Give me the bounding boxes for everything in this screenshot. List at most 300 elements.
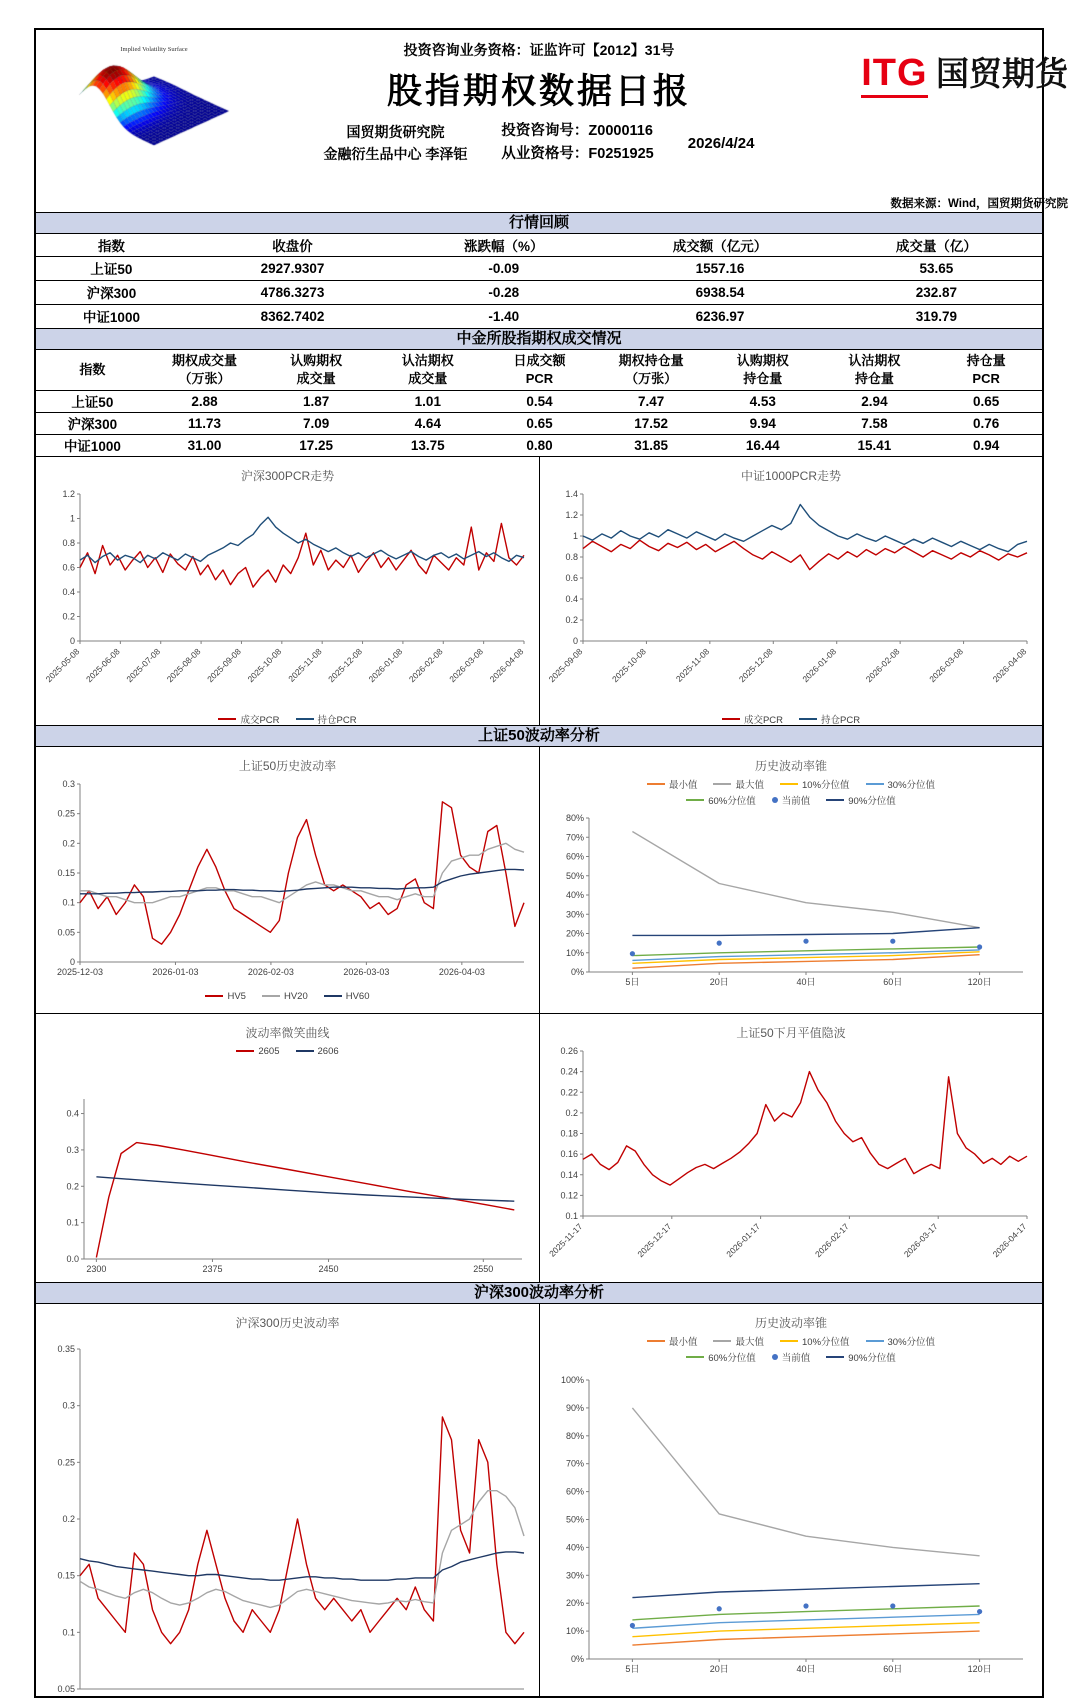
csi300-volatility-row: [36, 1304, 1042, 1696]
svg-text:60日: 60日: [883, 977, 903, 987]
svg-text:1: 1: [69, 513, 75, 524]
section-bar-csi300-volatility: 沪深300波动率分析: [36, 1282, 1042, 1304]
legend-label: 成交PCR: [240, 715, 280, 726]
svg-text:2026-03-08: 2026-03-08: [446, 646, 485, 685]
svg-text:40%: 40%: [565, 890, 584, 900]
svg-text:0.2: 0.2: [61, 611, 75, 622]
svg-text:2300: 2300: [85, 1264, 106, 1274]
svg-text:0.16: 0.16: [560, 1149, 578, 1160]
svg-text:0.6: 0.6: [565, 573, 578, 583]
svg-text:60%: 60%: [565, 851, 584, 862]
svg-text:0.15: 0.15: [56, 868, 75, 878]
svg-text:70%: 70%: [565, 1458, 584, 1469]
column-header: 期权成交量 （万张）: [149, 350, 261, 390]
svg-text:2550: 2550: [472, 1264, 493, 1274]
svg-text:2025-06-08: 2025-06-08: [83, 646, 122, 685]
legend-item: [296, 1046, 339, 1057]
chart-box-csi300-vol-cone: [539, 1304, 1042, 1696]
legend-row: [540, 1349, 1042, 1365]
legend-item: [772, 1350, 811, 1364]
svg-text:2026-03-17: 2026-03-17: [901, 1221, 940, 1260]
legend-item: [722, 712, 783, 726]
chart-legend: [36, 1043, 539, 1059]
chart-svg: [38, 1333, 538, 1705]
table-cell: 2927.9307: [187, 256, 398, 280]
svg-text:0.0: 0.0: [65, 1254, 79, 1264]
svg-text:2025-09-08: 2025-09-08: [546, 646, 585, 685]
legend-label: 90%分位值: [848, 1353, 896, 1364]
svg-text:0.3: 0.3: [61, 779, 75, 789]
legend-item: [866, 777, 936, 791]
svg-text:0.22: 0.22: [560, 1087, 578, 1098]
table-cell: 6938.54: [609, 280, 830, 304]
legend-line-marker: [647, 1340, 665, 1342]
advisor-number: 投资咨询号：Z0000116: [501, 123, 653, 139]
legend-line-marker: [713, 783, 731, 785]
csi300-vol-cone-chart: [540, 1365, 1042, 1685]
table-header-row: [36, 350, 1042, 390]
table-cell: 9.94: [707, 412, 819, 434]
chart-title: 上证50下月平值隐波: [736, 1026, 846, 1040]
header-subrow: [236, 120, 842, 166]
svg-text:2026-01-08: 2026-01-08: [366, 646, 404, 685]
svg-text:0.8: 0.8: [565, 552, 578, 562]
chart-legend: [540, 711, 1042, 727]
csi300-pcr-line-chart: [36, 486, 539, 711]
chart-legend: [36, 988, 539, 1004]
table-cell: 0.54: [484, 390, 596, 412]
svg-text:20%: 20%: [565, 928, 584, 939]
svg-text:0.3: 0.3: [65, 1144, 79, 1155]
svg-text:1.2: 1.2: [61, 489, 75, 499]
chart-svg: [38, 486, 538, 711]
column-header: 收盘价: [187, 234, 398, 256]
svg-text:0.2: 0.2: [565, 1107, 578, 1118]
legend-label: 当前值: [781, 796, 811, 807]
svg-text:2026-02-08: 2026-02-08: [406, 646, 445, 685]
svg-text:0.05: 0.05: [56, 1684, 75, 1694]
table-cell: 0.65: [930, 390, 1042, 412]
svg-text:0%: 0%: [570, 1654, 584, 1664]
table-cell: 7.09: [260, 412, 372, 434]
legend-item: [236, 1046, 279, 1057]
table-cell: 4.53: [707, 390, 819, 412]
smile-iv-row: [36, 1013, 1042, 1282]
legend-label: HV5: [227, 990, 246, 1002]
svg-text:0: 0: [69, 636, 75, 646]
table-cell: 2.94: [819, 390, 931, 412]
table-cell: 319.79: [915, 308, 957, 324]
section-bar-sse50-volatility: 上证50波动率分析: [36, 725, 1042, 747]
legend-line-marker: [205, 995, 223, 997]
legend-line-marker: [296, 718, 314, 720]
svg-text:2025-08-08: 2025-08-08: [164, 646, 203, 685]
svg-text:0.35: 0.35: [56, 1344, 75, 1354]
legend-item: [780, 1334, 850, 1348]
column-header: 指数: [36, 350, 149, 390]
company-logo: [861, 48, 1068, 95]
chart-box-sse50-vol-cone: [539, 747, 1042, 1013]
svg-text:0.05: 0.05: [56, 927, 75, 938]
section-bar-market-review: 行情回顾: [36, 212, 1042, 234]
sse50-hv-line-chart: [36, 776, 539, 988]
svg-text:1.2: 1.2: [565, 510, 578, 520]
table-row: [36, 280, 1042, 304]
legend-row: [540, 711, 1042, 727]
csi1000-pcr-line-chart: [540, 486, 1042, 711]
header-center: [236, 40, 842, 166]
svg-text:0.14: 0.14: [560, 1169, 578, 1180]
legend-item: [686, 793, 756, 807]
chart-title: 上证50历史波动率: [238, 759, 337, 773]
svg-text:0.2: 0.2: [61, 838, 75, 849]
legend-item: [296, 712, 357, 726]
options-volume-table: [36, 350, 1042, 456]
table-cell: 沪深300: [36, 412, 149, 434]
svg-text:0.15: 0.15: [56, 1570, 75, 1581]
chart-title: 波动率微笑曲线: [245, 1026, 330, 1040]
legend-label: 90%分位值: [848, 796, 896, 807]
table-cell: 7.58: [819, 412, 931, 434]
table-cell: 沪深300: [36, 280, 187, 304]
legend-line-marker: [296, 1050, 314, 1052]
legend-label: 当前值: [781, 1353, 811, 1364]
svg-text:2025-12-08: 2025-12-08: [325, 646, 364, 685]
section-bar-cffex-options: 中金所股指期权成交情况: [36, 328, 1042, 350]
legend-item: [780, 777, 850, 791]
svg-text:20%: 20%: [565, 1598, 584, 1609]
svg-text:1.4: 1.4: [565, 489, 578, 499]
legend-item: [713, 777, 764, 791]
svg-text:80%: 80%: [565, 1430, 584, 1441]
column-header: 期权持仓量 （万张）: [595, 350, 707, 390]
svg-text:40日: 40日: [796, 977, 816, 987]
table-cell: 31.00: [187, 437, 222, 453]
column-header: 认沽期权 成交量: [372, 350, 484, 390]
svg-text:120日: 120日: [967, 1664, 992, 1674]
chart-title: 沪深300PCR走势: [240, 469, 335, 483]
legend-line-marker: [686, 1356, 704, 1358]
chart-legend: [36, 711, 539, 727]
svg-text:10%: 10%: [565, 1626, 584, 1637]
svg-text:2026-02-17: 2026-02-17: [812, 1221, 851, 1260]
svg-text:0.2: 0.2: [565, 615, 578, 625]
svg-text:0.1: 0.1: [65, 1217, 79, 1228]
legend-label: 60%分位值: [708, 796, 756, 807]
legend-item: [686, 1350, 756, 1364]
legend-label: 10%分位值: [802, 1337, 850, 1348]
table-cell: 7.47: [595, 390, 707, 412]
svg-text:50%: 50%: [565, 1514, 584, 1525]
legend-label: HV60: [345, 990, 370, 1002]
sse50-vol-cone-chart: [540, 808, 1042, 992]
svg-text:0.6: 0.6: [61, 562, 75, 573]
svg-text:2025-11-08: 2025-11-08: [285, 646, 324, 684]
table-cell: 6236.97: [695, 308, 745, 324]
column-header: 认购期权 成交量: [260, 350, 372, 390]
table-cell: -1.40: [488, 308, 520, 324]
legend-line-marker: [218, 718, 236, 720]
table-cell: 中证1000: [63, 439, 121, 455]
column-header: 成交量（亿）: [831, 234, 1042, 256]
column-header: 认购期权 持仓量: [707, 350, 819, 390]
pcr-charts-row: [36, 456, 1042, 725]
column-header: 持仓量 PCR: [930, 350, 1042, 390]
svg-text:0.2: 0.2: [61, 1514, 75, 1524]
legend-row: [540, 1333, 1042, 1349]
legend-label: 最小值: [668, 780, 698, 791]
implied-volatility-surface-chart: [68, 53, 240, 175]
legend-line-marker: [866, 783, 884, 785]
legend-label: 30%分位值: [887, 780, 936, 791]
chart-svg: [38, 1059, 538, 1281]
chart-title: 中证1000PCR走势: [740, 469, 842, 483]
svg-text:0.1: 0.1: [61, 1627, 75, 1638]
svg-text:2026-02-08: 2026-02-08: [863, 646, 902, 685]
column-header: 指数: [36, 234, 187, 256]
svg-text:0.4: 0.4: [565, 594, 578, 604]
legend-line-marker: [780, 1340, 798, 1342]
svg-text:60日: 60日: [883, 1664, 903, 1674]
chart-svg: [541, 486, 1041, 711]
svg-text:2026-01-17: 2026-01-17: [724, 1221, 763, 1260]
svg-text:0.3: 0.3: [61, 1400, 75, 1411]
legend-item: [262, 991, 308, 1002]
chart-box-sse50-hv: [36, 747, 539, 1013]
svg-text:2026-01-08: 2026-01-08: [800, 646, 839, 685]
svg-text:1: 1: [572, 531, 578, 541]
table-row: [36, 434, 1042, 456]
svg-text:2026-03-03: 2026-03-03: [342, 967, 389, 977]
legend-label: 60%分位值: [708, 1353, 756, 1364]
table-cell: 0.94: [972, 437, 1000, 453]
table-cell: 1.01: [372, 390, 484, 412]
svg-text:120日: 120日: [967, 977, 992, 987]
svg-text:2026-01-03: 2026-01-03: [151, 967, 198, 977]
svg-text:2450: 2450: [318, 1264, 339, 1274]
legend-row: [36, 711, 539, 727]
legend-line-marker: [866, 1340, 884, 1342]
svg-text:90%: 90%: [565, 1402, 584, 1413]
svg-text:40日: 40日: [796, 1664, 816, 1674]
column-header: 涨跌幅（%）: [398, 234, 609, 256]
chart-svg: [541, 1043, 1041, 1278]
svg-text:2025-12-03: 2025-12-03: [56, 967, 103, 977]
table-cell: 53.65: [831, 256, 1042, 280]
table-cell: 0.65: [484, 412, 596, 434]
svg-text:0: 0: [572, 636, 578, 646]
sse50-volatility-row: [36, 747, 1042, 1013]
market-review-table: [36, 234, 1042, 328]
legend-label: 最大值: [735, 1337, 764, 1348]
table-header-row: [36, 234, 1042, 256]
legend-item: [799, 712, 860, 726]
legend-label: 成交PCR: [743, 715, 783, 726]
svg-text:40%: 40%: [565, 1542, 584, 1553]
org-block: [324, 121, 468, 166]
legend-line-marker: [826, 799, 844, 801]
data-source-note: 数据来源：Wind，国贸期货研究院: [890, 198, 1068, 210]
legend-label: 最小值: [668, 1337, 698, 1348]
org-line2: 金融衍生品中心 李泽钜: [323, 146, 468, 163]
legend-line-marker: [799, 718, 817, 720]
table-cell: 4786.3273: [187, 280, 398, 304]
column-header: 日成交额 PCR: [484, 350, 596, 390]
logo-company-name: 国贸期货: [936, 55, 1068, 92]
svg-text:5日: 5日: [625, 977, 640, 987]
svg-text:0.24: 0.24: [560, 1066, 578, 1077]
svg-text:2026-04-08: 2026-04-08: [990, 646, 1029, 685]
table-cell: 16.44: [745, 437, 780, 453]
legend-item: [772, 793, 811, 807]
table-cell: 17.52: [595, 412, 707, 434]
svg-text:0.8: 0.8: [61, 538, 75, 548]
svg-text:0: 0: [69, 957, 75, 967]
legend-line-marker: [647, 783, 665, 785]
svg-text:0.1: 0.1: [565, 1211, 578, 1221]
table-cell: -0.28: [398, 280, 609, 304]
legend-label: HV20: [283, 990, 308, 1002]
table-cell: 1557.16: [609, 256, 830, 280]
table-cell: 15.41: [857, 437, 892, 453]
chart-legend: [540, 1333, 1042, 1365]
legend-line-marker: [713, 1340, 731, 1342]
svg-text:2025-09-08: 2025-09-08: [204, 646, 243, 685]
legend-label: 10%分位值: [802, 780, 850, 791]
legend-label: 2606: [317, 1045, 339, 1057]
legend-line-marker: [262, 995, 280, 997]
chart-title: 历史波动率锥: [754, 1316, 827, 1330]
surface-title: Implied Volatility Surface: [120, 46, 188, 53]
report-header: [36, 40, 1068, 212]
legend-dot-marker: [772, 1354, 778, 1360]
svg-text:0.1: 0.1: [61, 897, 75, 908]
table-cell: 0.80: [526, 437, 553, 453]
svg-text:70%: 70%: [565, 832, 584, 843]
report-title: 股指期权数据日报: [386, 72, 691, 111]
svg-text:80%: 80%: [565, 813, 584, 823]
table-cell: 2.88: [149, 390, 261, 412]
svg-text:2026-03-08: 2026-03-08: [927, 646, 965, 685]
legend-label: 最大值: [735, 780, 764, 791]
svg-text:0.25: 0.25: [56, 808, 75, 819]
legend-row: [36, 988, 539, 1004]
legend-item: [647, 1334, 698, 1348]
legend-row: [540, 792, 1042, 808]
chart-legend: [540, 776, 1042, 808]
svg-text:2025-11-17: 2025-11-17: [547, 1221, 585, 1259]
svg-text:0.18: 0.18: [560, 1128, 578, 1139]
table-cell: 上证50: [36, 256, 187, 280]
legend-item: [866, 1334, 936, 1348]
table-row: [36, 256, 1042, 280]
legend-label: 持仓PCR: [821, 715, 861, 726]
chart-svg: [38, 776, 538, 988]
chart-box-sse50-atm-iv: [539, 1014, 1042, 1282]
svg-text:0.4: 0.4: [61, 587, 75, 597]
svg-text:0%: 0%: [570, 967, 584, 977]
chart-title: 沪深300历史波动率: [235, 1316, 340, 1330]
legend-line-marker: [236, 1050, 254, 1052]
svg-text:2025-07-08: 2025-07-08: [123, 646, 162, 685]
svg-text:2025-11-08: 2025-11-08: [673, 646, 712, 684]
csi300-hv-line-chart: [36, 1333, 539, 1705]
vol-smile-line-chart: [36, 1059, 539, 1281]
svg-text:2025-10-08: 2025-10-08: [244, 646, 283, 685]
svg-text:60%: 60%: [565, 1486, 584, 1497]
legend-dot-marker: [772, 797, 778, 803]
surface-panel: [64, 46, 244, 180]
sse50-atm-iv-line-chart: [540, 1043, 1042, 1278]
table-row: [36, 304, 1042, 328]
svg-text:2026-04-08: 2026-04-08: [487, 646, 525, 685]
svg-text:30%: 30%: [565, 909, 584, 920]
legend-label: 2605: [258, 1045, 280, 1057]
org-line1: 国贸期货研究院: [346, 123, 445, 140]
legend-line-marker: [780, 783, 798, 785]
legend-row: [540, 776, 1042, 792]
svg-text:20日: 20日: [709, 977, 729, 987]
legend-item: [713, 1334, 764, 1348]
legend-item: [205, 991, 245, 1002]
svg-text:0.12: 0.12: [560, 1190, 578, 1201]
legend-item: [826, 793, 896, 807]
legend-item: [324, 991, 370, 1002]
chart-box-csi300-pcr: [36, 457, 539, 725]
svg-text:50%: 50%: [565, 870, 584, 881]
svg-text:2025-05-08: 2025-05-08: [43, 646, 81, 685]
chart-box-vol-smile: [36, 1014, 539, 1282]
legend-line-marker: [686, 799, 704, 801]
chart-box-csi300-hv: [36, 1304, 539, 1696]
chart-title: 历史波动率锥: [754, 759, 827, 773]
table-cell: 中证1000: [82, 310, 140, 326]
svg-text:0.26: 0.26: [560, 1046, 578, 1056]
svg-text:2025-12-08: 2025-12-08: [736, 646, 775, 685]
chart-box-csi1000-pcr: [539, 457, 1042, 725]
table-cell: 8362.7402: [260, 308, 325, 324]
svg-text:0.2: 0.2: [65, 1181, 79, 1192]
table-cell: 232.87: [831, 280, 1042, 304]
qualification-line: 投资咨询业务资格：证监许可【2012】31号: [403, 42, 675, 58]
legend-item: [647, 777, 698, 791]
table-cell: 4.64: [372, 412, 484, 434]
practice-number: 从业资格号：F0251925: [501, 146, 654, 163]
legend-line-marker: [324, 995, 342, 997]
svg-text:2025-10-08: 2025-10-08: [610, 646, 648, 685]
svg-text:2026-04-17: 2026-04-17: [990, 1221, 1029, 1260]
legend-item: [218, 712, 279, 726]
svg-text:2025-12-17: 2025-12-17: [635, 1221, 674, 1260]
table-cell: 11.73: [149, 412, 261, 434]
table-row: [36, 390, 1042, 412]
svg-text:0.4: 0.4: [65, 1108, 79, 1119]
report-page: [34, 28, 1068, 1698]
legend-label: 30%分位值: [887, 1337, 936, 1348]
table-cell: -0.09: [398, 256, 609, 280]
column-header: 成交额（亿元）: [609, 234, 830, 256]
svg-text:30%: 30%: [565, 1570, 584, 1581]
svg-text:100%: 100%: [560, 1375, 584, 1385]
svg-text:0.25: 0.25: [56, 1457, 75, 1468]
chart-svg: [541, 1365, 1041, 1685]
legend-label: 持仓PCR: [317, 715, 357, 726]
svg-text:5日: 5日: [625, 1664, 640, 1674]
table-row: [36, 412, 1042, 434]
table-cell: 31.85: [634, 437, 669, 453]
svg-text:2026-02-03: 2026-02-03: [247, 967, 294, 977]
table-cell: 1.87: [260, 390, 372, 412]
